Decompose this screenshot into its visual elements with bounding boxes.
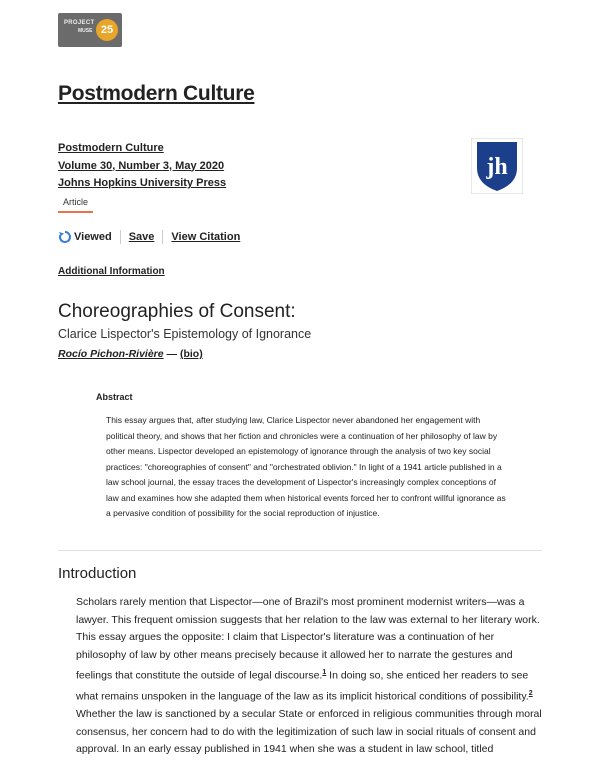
viewed-label[interactable]: Viewed (74, 231, 112, 243)
journal-title-link[interactable]: Postmodern Culture (58, 82, 255, 105)
publisher-link[interactable]: Johns Hopkins University Press (58, 177, 227, 189)
journal-link[interactable]: Postmodern Culture (58, 142, 164, 154)
jhu-logo-lettering: jh (486, 154, 508, 180)
muse-logo-line1: PROJECT (64, 20, 95, 26)
view-citation-button[interactable]: View Citation (171, 231, 241, 243)
footnote-1-link[interactable]: 1 (322, 669, 327, 676)
footnote-2-link[interactable]: 2 (528, 690, 533, 697)
muse-anniversary-badge: 25 (96, 19, 118, 41)
abstract-heading: Abstract (96, 392, 133, 402)
article-type-tab[interactable]: Article (58, 197, 93, 213)
bio-link[interactable]: (bio) (179, 348, 203, 360)
intro-part3: Whether the law is sanctioned by a secular State or enforced in religious communities through moral consensus, her concern had to do with the legitimization of such law in social rituals of consent and approval. In an early essay published in 1941 when she was a student in law school, titled (76, 708, 542, 755)
abstract-text: This essay argues that, after studying law, Clarice Lispector never abandoned her engagement with political theory, and shows that her fiction and chronicles were a continuation of her philosophy of law by other means. Lispector developed an epistemology of ignorance through the analysis of two key social practices: "choreographies of consent" and "orchestrated oblivion." In light of a 1941 article published in a law school journal, the essay traces the development of Lispector's increasingly complex conceptions of law and examines how she adapted them when historical events forced her to confront willful ignorance as a pervasive condition of possibility for the social reproduction of injustice. (106, 415, 506, 518)
section-divider (58, 550, 542, 551)
article-subtitle: Clarice Lispector's Epistemology of Ignorance (58, 327, 312, 341)
action-divider (120, 230, 121, 244)
project-muse-logo[interactable] (58, 13, 122, 47)
save-button[interactable]: Save (128, 231, 155, 243)
issue-link[interactable]: Volume 30, Number 3, May 2020 (58, 159, 225, 172)
additional-information-link[interactable]: Additional Information (58, 266, 165, 277)
author-link[interactable]: Rocío Pichon-Rivière (58, 348, 164, 360)
intro-part2: In doing so, she enticed her readers to see what remains unspoken in the language of the law as its implicit historical conditions of possibility. (76, 669, 529, 703)
article-actions (58, 230, 240, 244)
introduction-heading: Introduction (58, 565, 137, 582)
refresh-icon (58, 230, 72, 244)
jhu-press-logo[interactable] (471, 138, 523, 194)
article-meta (58, 140, 226, 193)
author-separator: — (166, 348, 178, 360)
action-divider (162, 230, 163, 244)
intro-part1: Scholars rarely mention that Lispector—one of Brazil's most prominent modernist writers—was a lawyer. This frequent omission suggests that her relation to the law was external to her literary work. This essay argues the opposite: I claim that Lispector's literature was a continuation of her philosophy of law by other means precisely because it allowed her to narrate the gestures and feelings that constitute the outside of legal discourse. (76, 596, 540, 682)
muse-logo-line2: MUSE (78, 28, 93, 34)
author-line (58, 348, 203, 360)
article-title: Choreographies of Consent: (58, 301, 296, 322)
introduction-text (76, 594, 544, 759)
